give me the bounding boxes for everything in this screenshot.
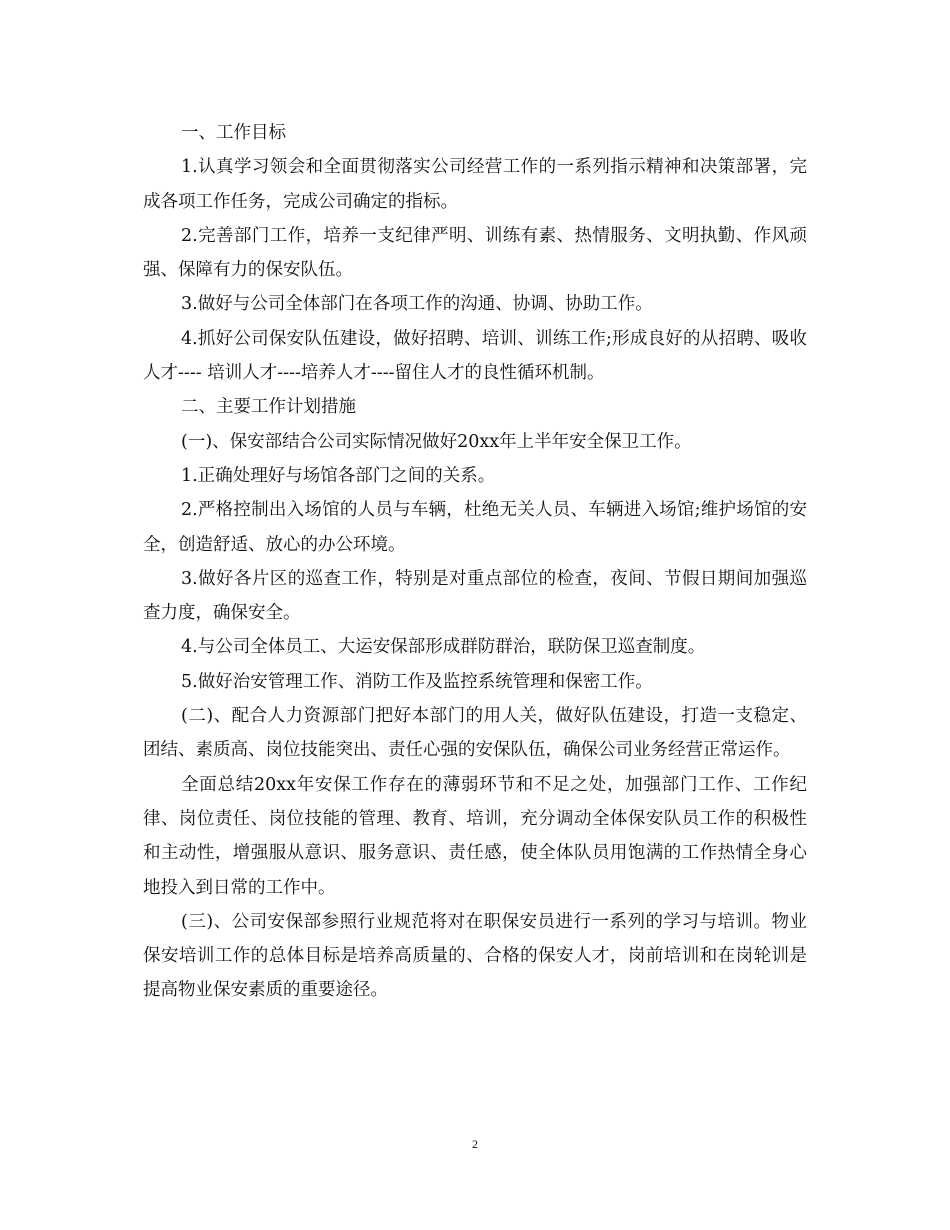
paragraph: (二)、配合人力资源部门把好本部门的用人关，做好队伍建设，打造一支稳定、团结、素质高、岗位技能突出、责任心强的安保队伍，确保公司业务经营正常运作。 — [143, 706, 807, 761]
paragraph: 全面总结20xx年安保工作存在的薄弱环节和不足之处，加强部门工作、工作纪律、岗位责任、岗位技能的管理、教育、培训，充分调动全体保安队员工作的积极性和主动性，增强服从意识、服务意识、责任感，使全体队员用饱满的工作热情全身心地投入到日常的工作中。 — [143, 774, 807, 898]
paragraph: 2.严格控制出入场馆的人员与车辆，杜绝无关人员、车辆进入场馆;维护场馆的安全，创造舒适、放心的办公环境。 — [143, 500, 807, 555]
paragraph: 4.抓好公司保安队伍建设，做好招聘、培训、训练工作;形成良好的从招聘、吸收人才---- 培训人才----培养人才----留住人才的良性循环机制。 — [143, 328, 807, 384]
paragraph: 1.认真学习领会和全面贯彻落实公司经营工作的一系列指示精神和决策部署，完成各项工作任务，完成公司确定的指标。 — [143, 157, 807, 212]
paragraph: 2.完善部门工作，培养一支纪律严明、训练有素、热情服务、文明执勤、作风顽强、保障有力的保安队伍。 — [143, 225, 807, 281]
document-body — [143, 116, 807, 1008]
paragraph: 3.做好与公司全体部门在各项工作的沟通、协调、协助工作。 — [181, 294, 653, 315]
heading-main-measures: 二、主要工作计划措施 — [181, 397, 356, 418]
page-number: 2 — [472, 1137, 478, 1151]
paragraph: 4.与公司全体员工、大运安保部形成群防群治，联防保卫巡查制度。 — [181, 637, 706, 658]
paragraph: 1.正确处理好与场馆各部门之间的关系。 — [181, 465, 496, 486]
paragraph: 5.做好治安管理工作、消防工作及监控系统管理和保密工作。 — [181, 671, 653, 692]
paragraph: 3.做好各片区的巡查工作，特别是对重点部位的检查，夜间、节假日期间加强巡查力度，确保安全。 — [143, 568, 807, 624]
heading-work-goals: 一、工作目标 — [181, 123, 286, 143]
paragraph: (三)、公司安保部参照行业规范将对在职保安员进行一系列的学习与培训。物业保安培训工作的总体目标是培养高质量的、合格的保安人才，岗前培训和在岗轮训是提高物业保安素质的重要途径。 — [143, 911, 807, 1001]
paragraph: (一)、保安部结合公司实际情况做好20xx年上半年安全保卫工作。 — [181, 431, 692, 452]
